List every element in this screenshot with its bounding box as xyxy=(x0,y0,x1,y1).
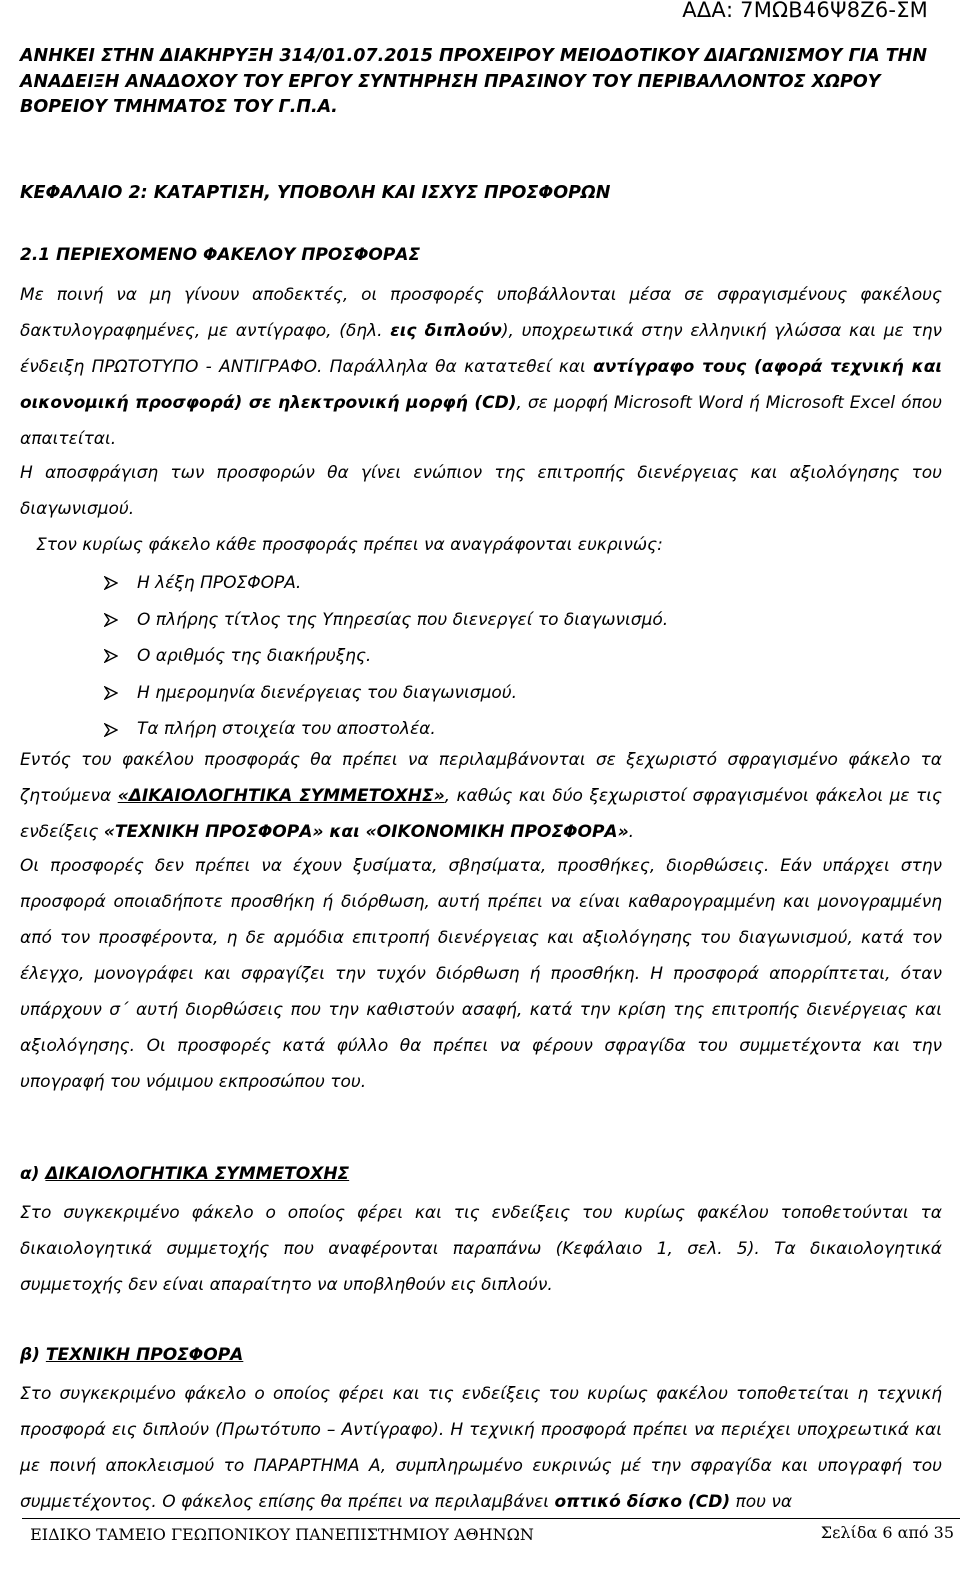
paragraph-corrections: Οι προσφορές δεν πρέπει να έχουν ξυσίματα, σβησίματα, προσθήκες, διορθώσεις. Εάν υπάρχει στην προσφορά οποιαδήποτε προσθήκη ή διόρθωση, αυτή πρέπει να είναι καθαρογραμμένη και μονογραμμένη από τον προσφέροντα, η δε αρμόδια επιτροπή διενέργειας και αξιολόγησης του διαγωνισμού, κατά τον έλεγχο, μονογράφει και σφραγίζει την τυχόν διόρθωση ή προσθήκη. Η προσφορά απορρίπτεται, όταν υπάρχουν σ΄ αυτή διορθώσεις που την καθιστούν ασαφή, κατά την κρίση της επιτροπής διενέργειας και αξιολόγησης. Οι προσφορές κατά φύλλο θα πρέπει να φέρουν σφραγίδα του συμμετέχοντα και την υπογραφή του νόμιμου εκπροσώπου του. xyxy=(20,856,942,1092)
list-item-text: Η ημερομηνία διενέργειας του διαγωνισμού. xyxy=(137,682,518,703)
paragraph-opening: Η αποσφράγιση των προσφορών θα γίνει ενώπιον της επιτροπής διενέργειας και αξιολόγησης του διαγωνισμού. xyxy=(20,463,942,519)
section-b-heading xyxy=(20,1345,243,1365)
paragraph-section-a: Στο συγκεκριμένο φάκελο ο οποίος φέρει και τις ενδείξεις του κυρίως φακέλου τοποθετούνται τα δικαιολογητικά συμμετοχής που αναφέρονται παραπάνω (Κεφάλαιο 1, σελ. 5). Τα δικαιολογητικά συμμετοχής δεν είναι απαραίτητο να υποβληθούν εις διπλούν. xyxy=(20,1203,942,1295)
paragraph-section-b xyxy=(20,1376,942,1520)
bold-run: εις διπλούν xyxy=(390,321,502,341)
bullet-list xyxy=(104,565,668,748)
section-a-heading xyxy=(20,1164,349,1184)
arrow-bullet-icon xyxy=(104,649,118,663)
chapter-title: ΚΕΦΑΛΑΙΟ 2: ΚΑΤΑΡΤΙΣΗ, ΥΠΟΒΟΛΗ ΚΑΙ ΙΣΧΥΣ ΠΡΟΣΦΟΡΩΝ xyxy=(20,183,611,203)
text-run: , σε μορφή Microsoft Word ή Microsoft Excel όπου απαιτείται. xyxy=(20,393,942,449)
list-item-text: Η λέξη ΠΡΟΣΦΟΡΑ. xyxy=(137,573,302,593)
document-header: ΑΝΗΚΕΙ ΣΤΗΝ ΔΙΑΚΗΡΥΞΗ 314/01.07.2015 ΠΡΟΧΕΙΡΟΥ ΜΕΙΟΔΟΤΙΚΟΥ ΔΙΑΓΩΝΙΣΜΟΥ ΓΙΑ ΤΗΝ ΑΝΑΔΕΙΞΗ ΑΝΑΔΟΧΟΥ ΤΟΥ ΕΡΓΟΥ ΣΥΝΤΗΡΗΣΗ ΠΡΑΣΙΝΟΥ ΤΟΥ ΠΕΡΙΒΑΛΛΟΝΤΟΣ ΧΩΡΟΥ ΒΟΡΕΙΟΥ ΤΜΗΜΑΤΟΣ ΤΟΥ Γ.Π.Α. xyxy=(20,46,927,117)
heading-title: ΔΙΚΑΙΟΛΟΓΗΤΙΚΑ ΣΥΜΜΕΤΟΧΗΣ xyxy=(45,1164,350,1184)
text-run: . xyxy=(628,822,635,842)
list-item-text: Ο πλήρης τίτλος της Υπηρεσίας που διενεργεί το διαγωνισμό. xyxy=(137,609,669,630)
paragraph-envelope-intro: Στον κυρίως φάκελο κάθε προσφοράς πρέπει να αναγράφονται ευκρινώς: xyxy=(36,535,663,555)
list-item xyxy=(104,638,668,675)
list-item xyxy=(104,602,668,639)
heading-title: ΤΕΧΝΙΚΗ ΠΡΟΣΦΟΡΑ xyxy=(45,1345,244,1365)
text-run: Εντός του φακέλου προσφοράς θα πρέπει να περιλαμβάνονται σε ξεχωριστό σφραγισμένο φάκελο τα ζητούμενα xyxy=(20,750,942,806)
page-footer xyxy=(22,1518,960,1574)
section-heading: 2.1 ΠΕΡΙΕΧΟΜΕΝΟ ΦΑΚΕΛΟΥ ΠΡΟΣΦΟΡΑΣ xyxy=(20,245,421,265)
bold-run: αντίγραφο τους (αφορά τεχνική και οικονομική προσφορά) σε ηλεκτρονική μορφή (CD) xyxy=(20,357,942,413)
bold-underlined-run: «ΔΙΚΑΙΟΛΟΓΗΤΙΚΑ ΣΥΜΜΕΤΟΧΗΣ» xyxy=(117,786,445,806)
text-run: που να xyxy=(730,1492,793,1512)
bold-run: «ΤΕΧΝΙΚΗ ΠΡΟΣΦΟΡΑ» και «ΟΙΚΟΝΟΜΙΚΗ ΠΡΟΣΦΟΡΑ» xyxy=(103,822,629,842)
arrow-bullet-icon xyxy=(104,723,118,737)
arrow-bullet-icon xyxy=(104,613,118,627)
arrow-bullet-icon xyxy=(104,686,118,700)
bold-run: οπτικό δίσκο (CD) xyxy=(554,1492,731,1512)
ada-code: ΑΔΑ: 7ΜΩΒ46Ψ8Ζ6-ΣΜ xyxy=(682,0,928,22)
list-item xyxy=(104,675,668,712)
text-run: Στο συγκεκριμένο φάκελο ο οποίος φέρει και τις ενδείξεις του κυρίως φακέλου τοποθετείται η τεχνική προσφορά εις διπλούν (Πρωτότυπο – Αντίγραφο). Η τεχνική προσφορά πρέπει να περιέχει υποχρεωτικά και με ποινή αποκλεισμού το ΠΑΡΑΡΤΗΜΑ Α, συμπληρωμένο ευκρινώς μέ την σφραγίδα και υπογραφή του συμμετέχοντος. Ο φάκελος επίσης θα πρέπει να περιλαμβάνει xyxy=(20,1384,942,1512)
text-run: , καθώς και δύο ξεχωριστοί σφραγισμένοι φάκελοι με τις ενδείξεις xyxy=(20,786,943,842)
arrow-bullet-icon xyxy=(104,576,118,590)
page-number: Σελίδα 6 από 35 xyxy=(820,1523,954,1542)
list-item xyxy=(104,565,668,602)
heading-prefix: α) xyxy=(20,1164,46,1184)
paragraph-submission xyxy=(20,277,942,457)
heading-prefix: β) xyxy=(20,1345,46,1365)
list-item-text: Τα πλήρη στοιχεία του αποστολέα. xyxy=(137,719,436,740)
text-run: ), υποχρεωτικά στην ελληνική γλώσσα και με την ένδειξη ΠΡΩΤΟΤΥΠΟ - ΑΝΤΙΓΡΑΦΟ. Παράλληλα θα κατατεθεί και xyxy=(20,321,942,377)
paragraph-inner-envelopes xyxy=(20,742,942,850)
list-item-text: Ο αριθμός της διακήρυξης. xyxy=(137,646,372,667)
text-run: Με ποινή να μη γίνουν αποδεκτές, οι προσφορές υποβάλλονται μέσα σε σφραγισμένους φακέλους δακτυλογραφημένες, με αντίγραφο, (δηλ. xyxy=(20,285,942,341)
footer-organization: ΕΙΔΙΚΟ ΤΑΜΕΙΟ ΓΕΩΠΟΝΙΚΟΥ ΠΑΝΕΠΙΣΤΗΜΙΟΥ ΑΘΗΝΩΝ xyxy=(30,1525,534,1544)
